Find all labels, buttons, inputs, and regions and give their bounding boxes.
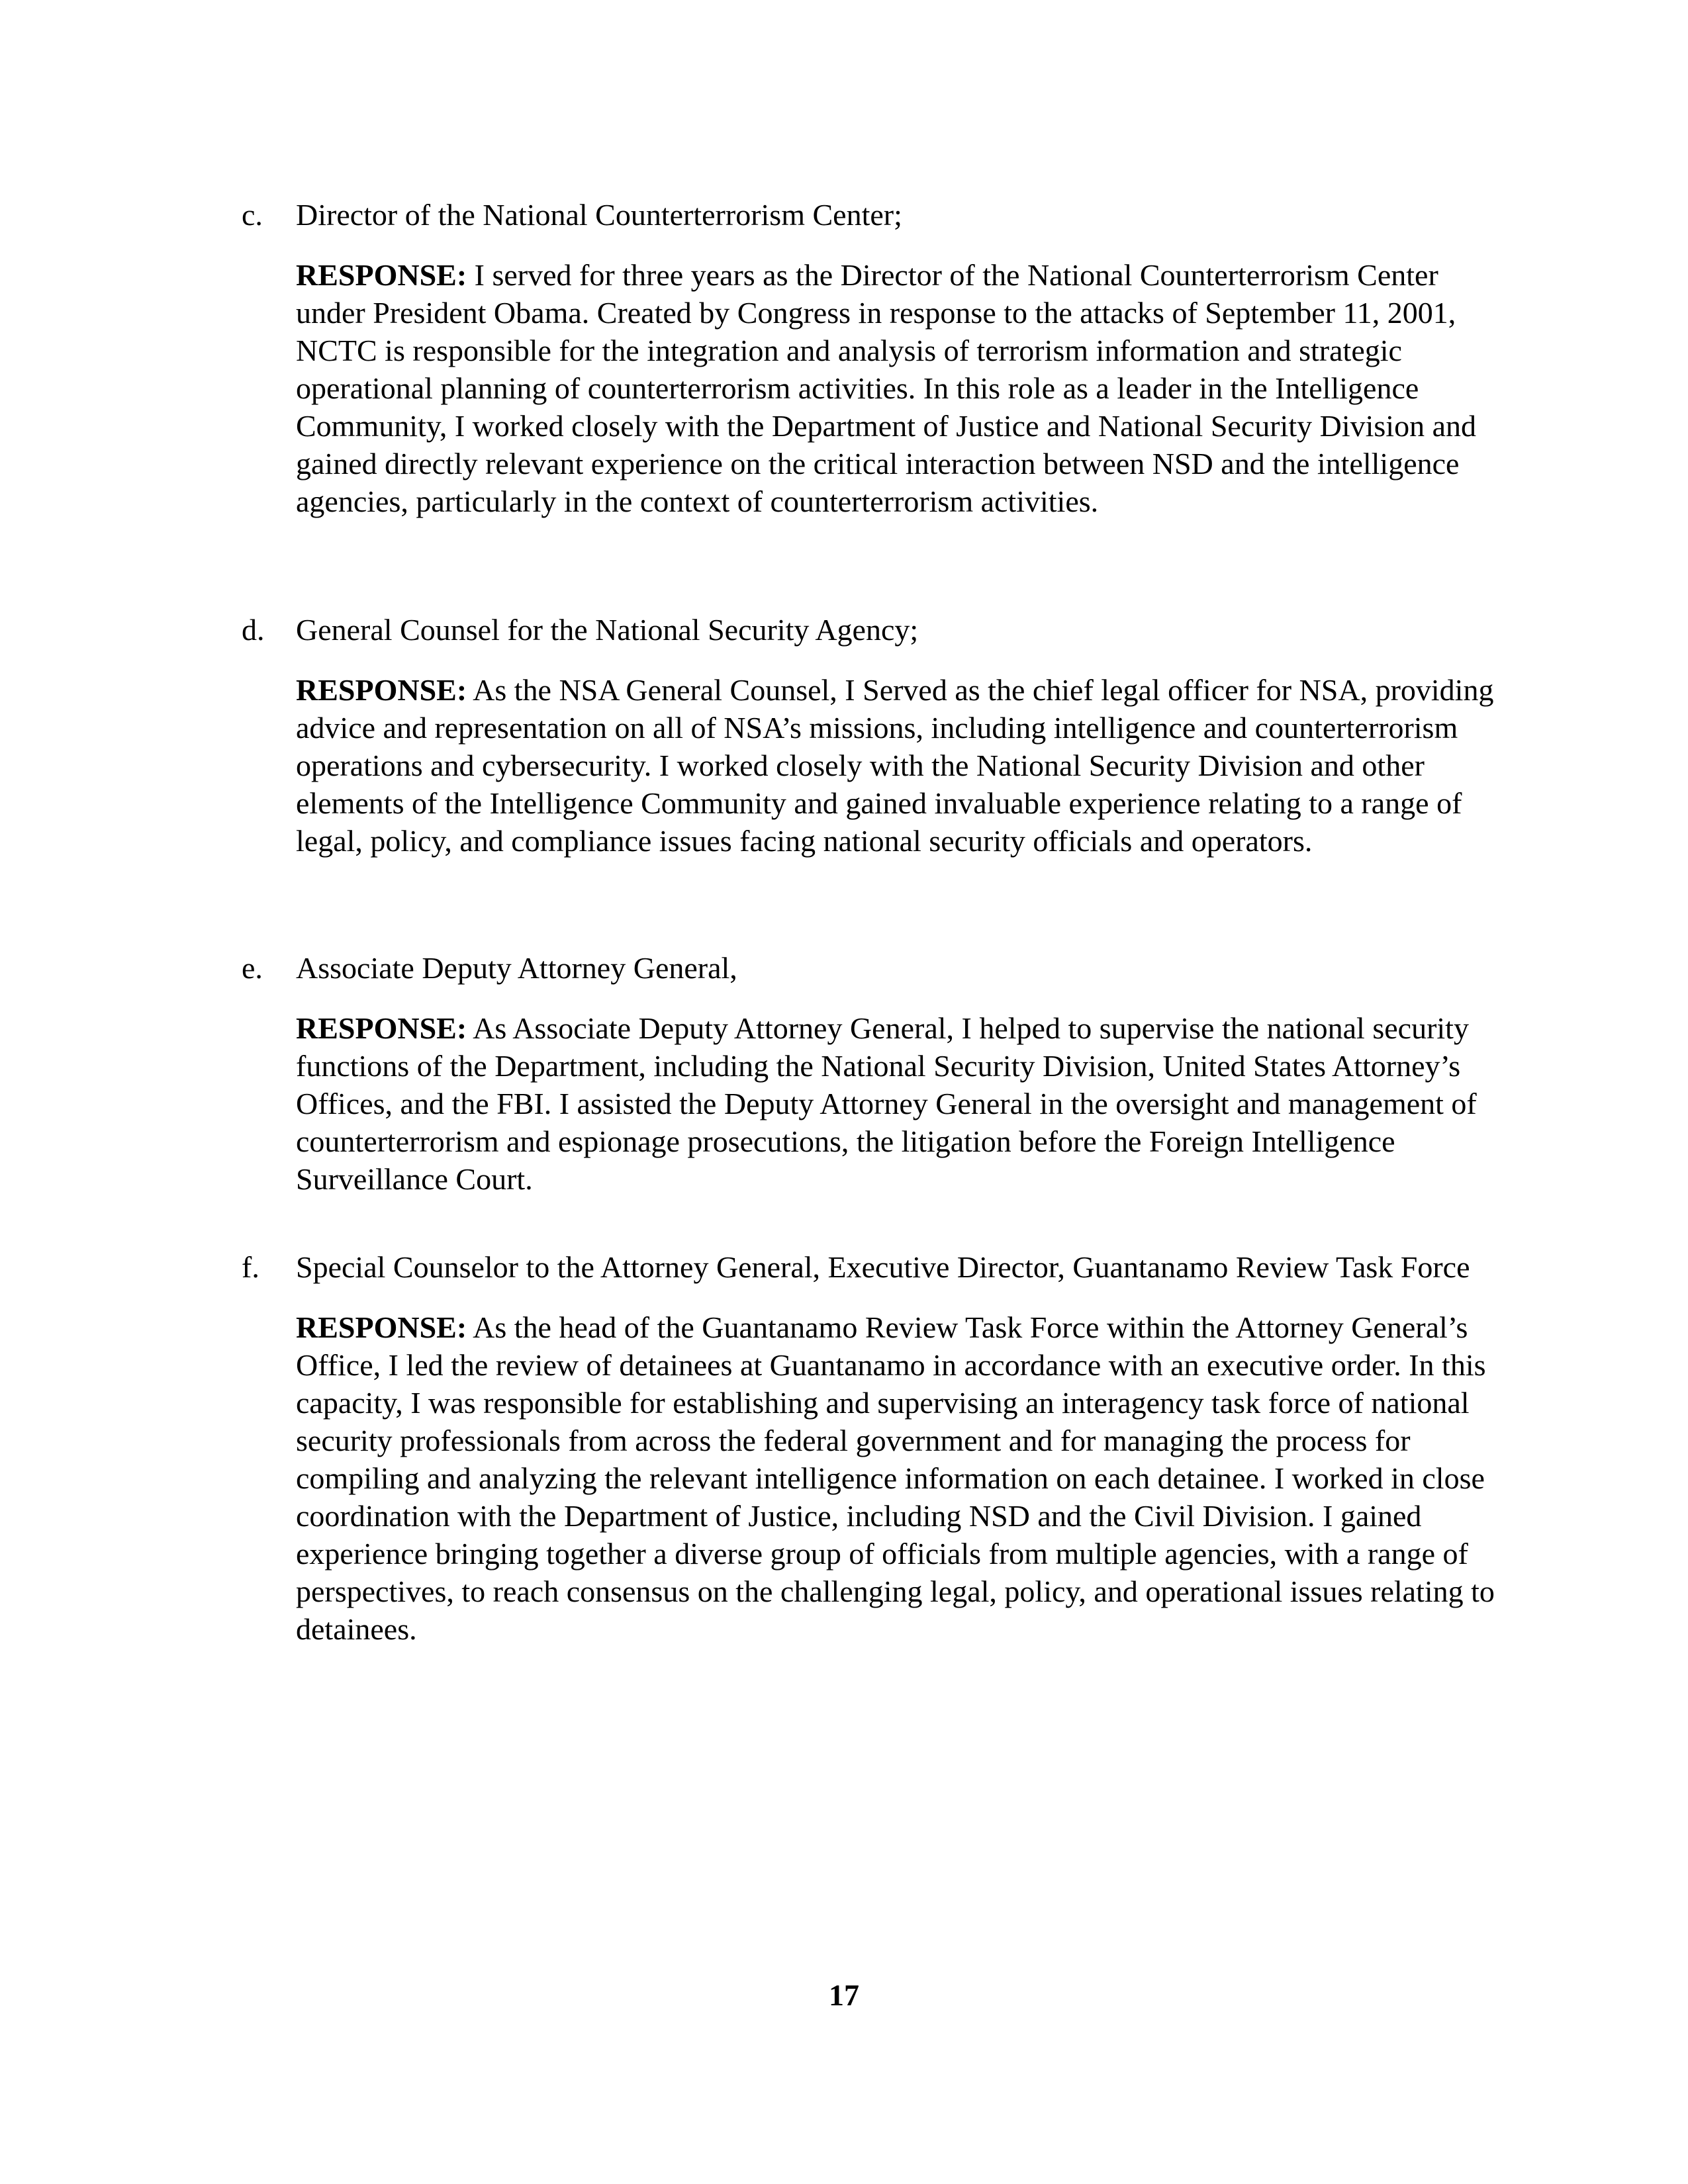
- response-label: RESPONSE:: [296, 258, 467, 292]
- response-paragraph: [296, 671, 1497, 860]
- item-marker: d.: [242, 613, 265, 647]
- item-e: [242, 949, 1499, 1198]
- response-label: RESPONSE:: [296, 1011, 467, 1045]
- item-heading-text: General Counsel for the National Security Agency;: [296, 613, 919, 647]
- item-heading-text: Director of the National Counterterrorism Center;: [296, 198, 902, 232]
- response-paragraph: [296, 1308, 1497, 1648]
- item-heading-text: Associate Deputy Attorney General,: [296, 951, 737, 985]
- item-f: [242, 1248, 1499, 1648]
- page-number: 17: [829, 1978, 859, 2012]
- item-marker: e.: [242, 951, 263, 985]
- item-heading: [242, 949, 1499, 987]
- response-paragraph: [296, 256, 1497, 520]
- item-d: [242, 611, 1499, 860]
- response-text: As the head of the Guantanamo Review Task Force within the Attorney General’s Office, I led the review of detainees at Guantanamo in accordance with an executive order. In this capacity, I was responsible for establishing and supervising an interagency task force of national security professionals from across the federal government and for managing the process for compiling and analyzing the relevant intelligence information on each detainee. I worked in close coordination with the Department of Justice, including NSD and the Civil Division. I gained experience bringing together a diverse group of officials from multiple agencies, with a range of perspectives, to reach consensus on the challenging legal, policy, and operational issues relating to detainees.: [296, 1310, 1495, 1646]
- response-text: As Associate Deputy Attorney General, I helped to supervise the national security functions of the Department, including the National Security Division, United States Attorney’s Offices, and the FBI. I assisted the Deputy Attorney General in the oversight and management of counterterrorism and espionage prosecutions, the litigation before the Foreign Intelligence Surveillance Court.: [296, 1011, 1477, 1196]
- response-text: I served for three years as the Director of the National Counterterrorism Center under President Obama. Created by Congress in response to the attacks of September 11, 2001, NCTC is responsible for the integration and analysis of terrorism information and strategic operational planning of counterterrorism activities. In this role as a leader in the Intelligence Community, I worked closely with the Department of Justice and National Security Division and gained directly relevant experience on the critical interaction between NSD and the intelligence agencies, particularly in the context of counterterrorism activities.: [296, 258, 1476, 518]
- item-heading: [242, 611, 1499, 649]
- item-heading: [242, 196, 1499, 234]
- response-paragraph: [296, 1009, 1497, 1198]
- item-heading-text: Special Counselor to the Attorney General, Executive Director, Guantanamo Review Task Force: [296, 1250, 1470, 1284]
- item-marker: c.: [242, 198, 263, 232]
- response-text: As the NSA General Counsel, I Served as the chief legal officer for NSA, providing advice and representation on all of NSA’s missions, including intelligence and counterterrorism operations and cybersecurity. I worked closely with the National Security Division and other elements of the Intelligence Community and gained invaluable experience relating to a range of legal, policy, and compliance issues facing national security officials and operators.: [296, 673, 1494, 858]
- item-heading: [242, 1248, 1499, 1286]
- response-label: RESPONSE:: [296, 1310, 467, 1344]
- item-c: [242, 196, 1499, 520]
- item-marker: f.: [242, 1250, 259, 1284]
- response-label: RESPONSE:: [296, 673, 467, 707]
